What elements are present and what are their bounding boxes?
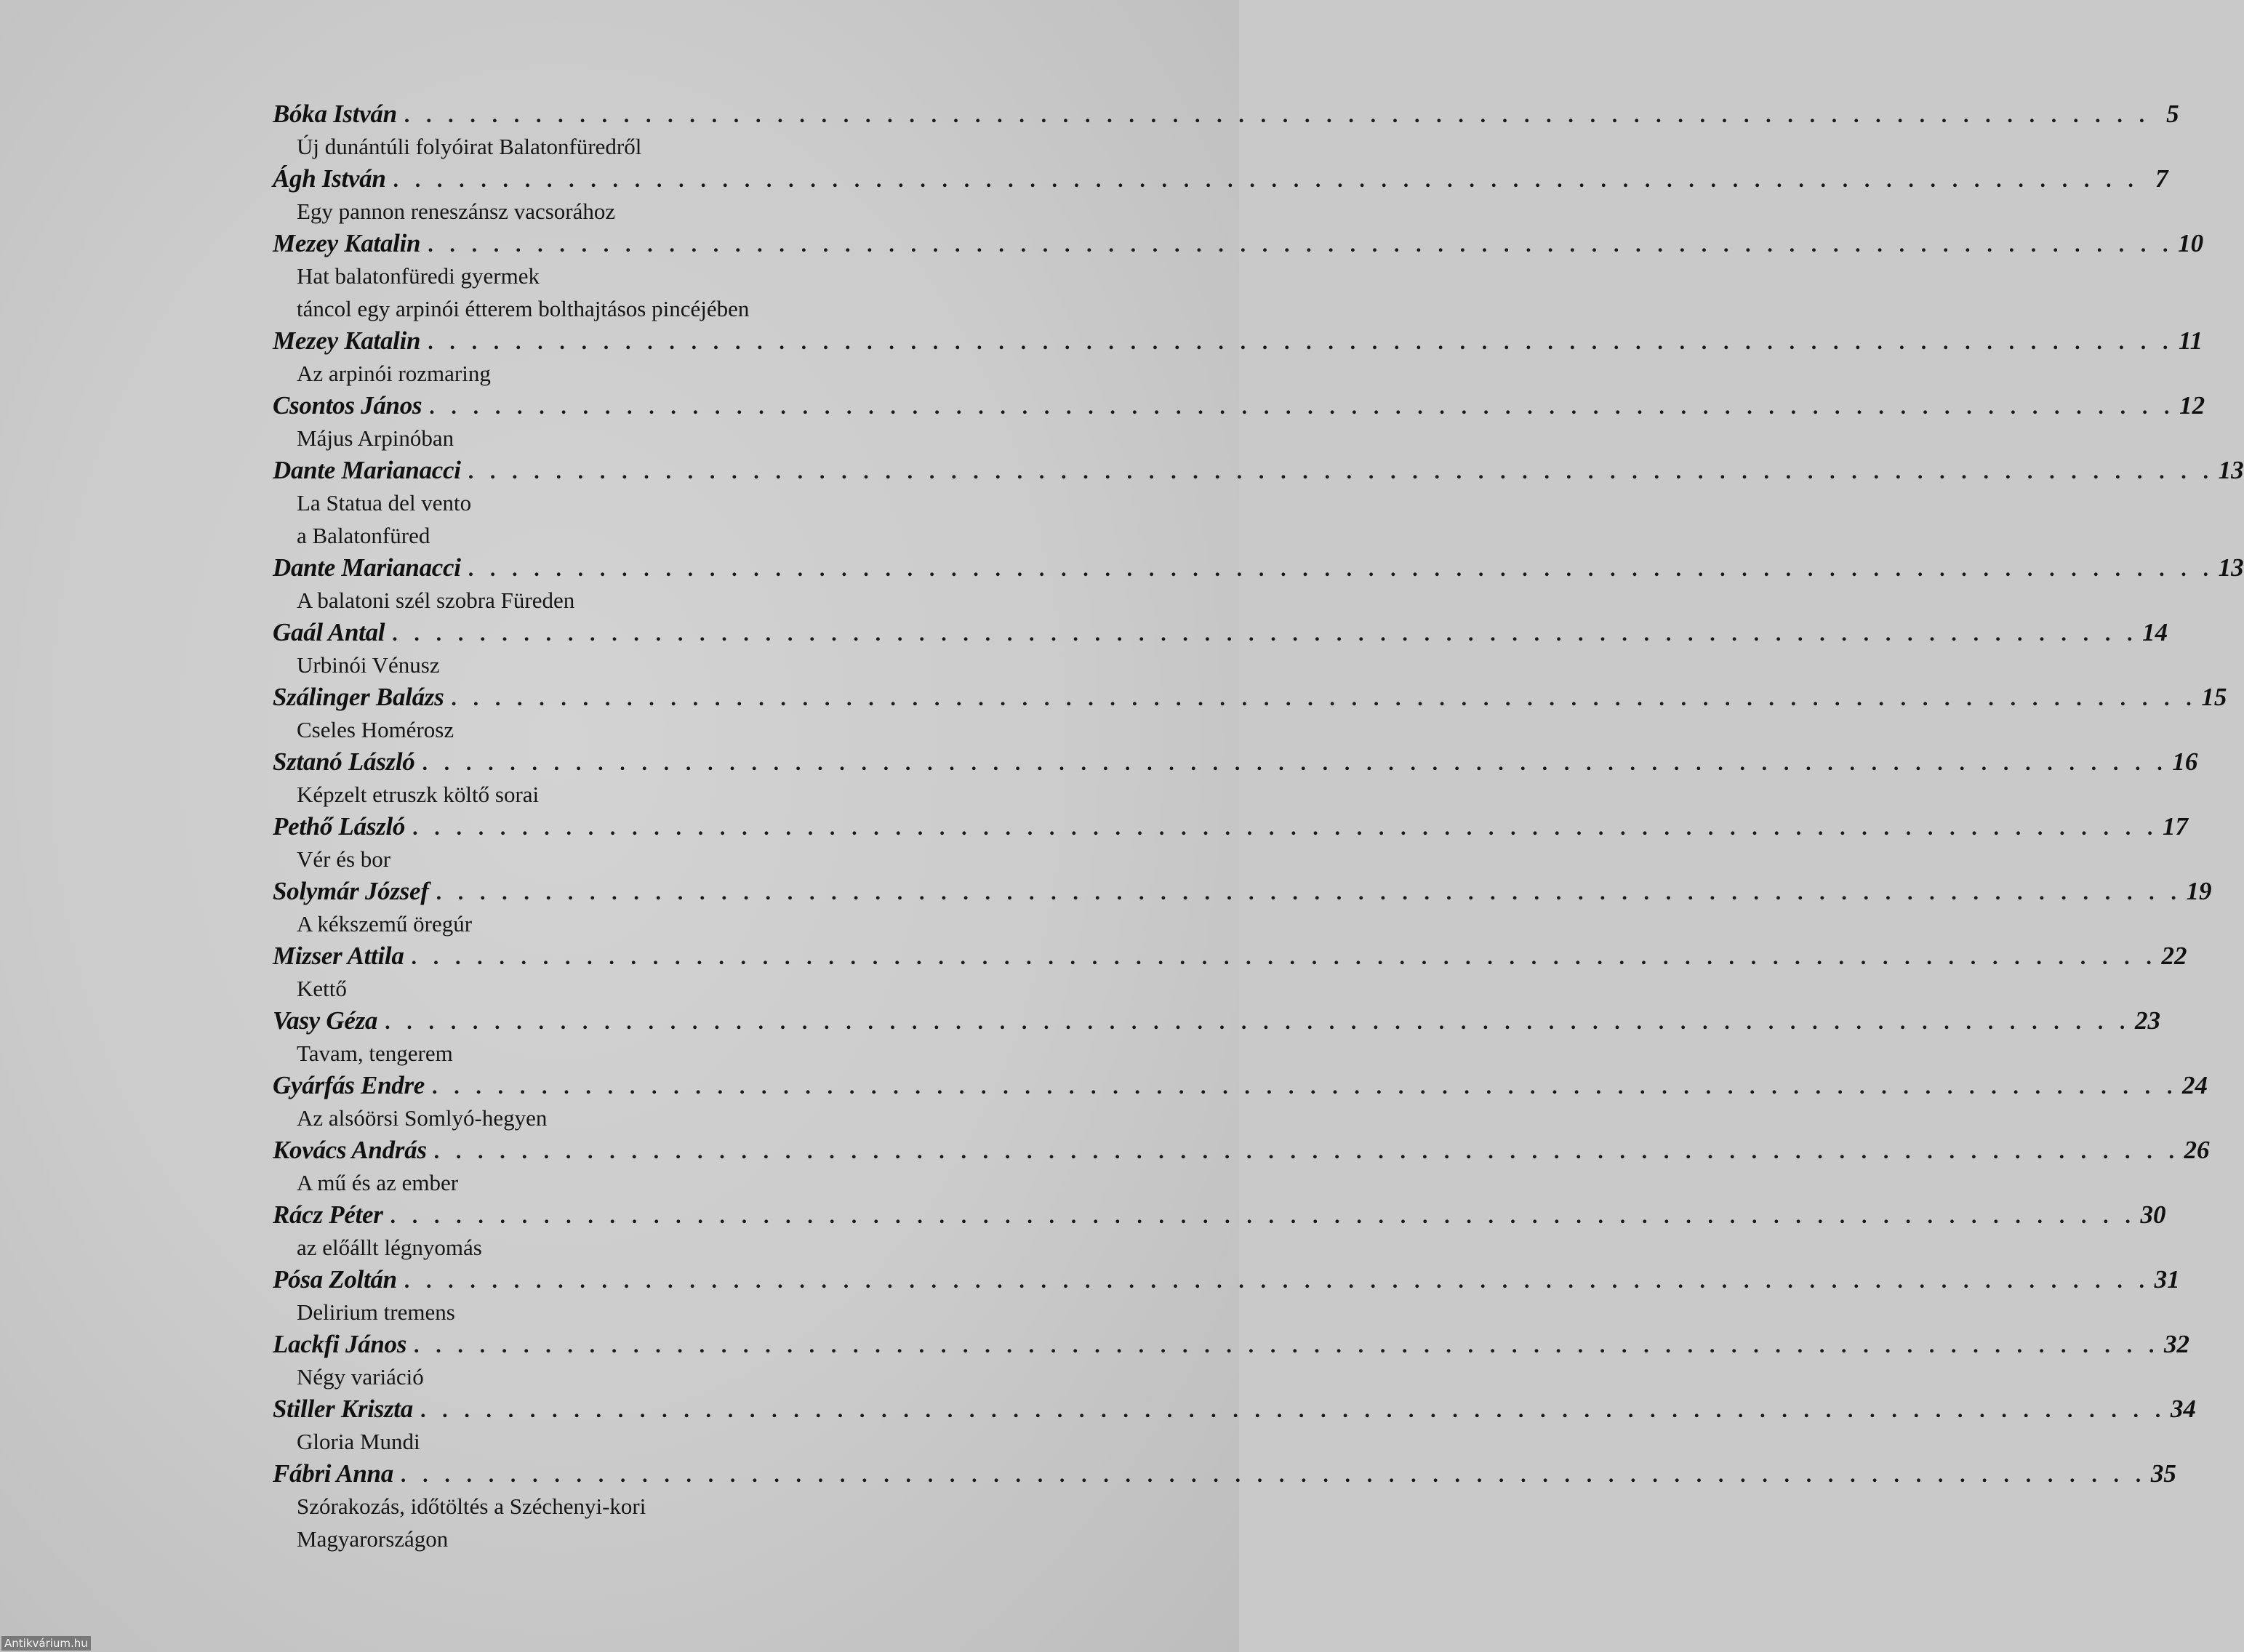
- toc-entry-heading: [273, 163, 2168, 195]
- author-name: Dante Marianacci: [273, 456, 461, 484]
- dot-leader: . . . . . . . . . . . . . . . . . . . . . . . . . . . . . . . . . . . . . . . . . . . . . . . . . . . . . . . . . . . . . . . . . . . . . . . . . . . . . . . .: [390, 1204, 2136, 1228]
- work-title: Négy variáció: [297, 1364, 424, 1390]
- toc-entry: [273, 940, 2187, 1005]
- dot-leader: . . . . . . . . . . . . . . . . . . . . . . . . . . . . . . . . . . . . . . . . . . . . . . . . . . . . . . . . . . . . . . . . . . . . . . . . . . . . . . . .: [400, 1463, 2147, 1487]
- work-title: Delirium tremens: [297, 1299, 455, 1325]
- toc-entry: [273, 875, 2212, 940]
- dot-leader: . . . . . . . . . . . . . . . . . . . . . . . . . . . . . . . . . . . . . . . . . . . . . . . . . . . . . . . . . . . . . . . . . . . . . . . . . . . . . . . .: [385, 1010, 2131, 1034]
- toc-entry: [273, 1005, 2161, 1070]
- author-name: Gyárfás Endre: [273, 1071, 425, 1099]
- dot-leader: . . . . . . . . . . . . . . . . . . . . . . . . . . . . . . . . . . . . . . . . . . . . . . . . . . . . . . . . . . . . . . . . . . . . . . . . . . . . . . . .: [393, 168, 2139, 192]
- work-title: A mű és az ember: [297, 1170, 459, 1195]
- work-title: La Statua del vento: [297, 490, 472, 516]
- toc-entry-heading: [273, 1458, 2176, 1490]
- author-name: Csontos János: [273, 391, 422, 420]
- work-title: az előállt légnyomás: [297, 1235, 482, 1260]
- dot-leader: . . . . . . . . . . . . . . . . . . . . . . . . . . . . . . . . . . . . . . . . . . . . . . . . . . . . . . . . . . . . . . . . . . . . . . . . . . . . . . . .: [412, 816, 2159, 840]
- table-of-contents: [273, 98, 2244, 1555]
- dot-leader: . . . . . . . . . . . . . . . . . . . . . . . . . . . . . . . . . . . . . . . . . . . . . . . . . . . . . . . . . . . . . . . . . . . . . . . . . . . . . . . .: [428, 330, 2174, 354]
- toc-entry: [273, 1070, 2208, 1134]
- author-name: Bóka István: [273, 100, 397, 128]
- page-number: 22: [2161, 942, 2187, 970]
- author-name: Szálinger Balázs: [273, 683, 444, 711]
- dot-leader: . . . . . . . . . . . . . . . . . . . . . . . . . . . . . . . . . . . . . . . . . . . . . . . . . . . . . . . . . . . . . . . . . . . . . . . . . . . . . . . .: [411, 945, 2157, 969]
- dot-leader: . . . . . . . . . . . . . . . . . . . . . . . . . . . . . . . . . . . . . . . . . . . . . . . . . . . . . . . . . . . . . . . . . . . . . . . . . . . . . . . .: [429, 395, 2176, 419]
- author-name: Vasy Géza: [273, 1006, 378, 1035]
- toc-entry-heading: [273, 228, 2204, 260]
- author-name: Dante Marianacci: [273, 553, 461, 582]
- dot-leader: . . . . . . . . . . . . . . . . . . . . . . . . . . . . . . . . . . . . . . . . . . . . . . . . . . . . . . . . . . . . . . . . . . . . . . . . . . . . . . . .: [414, 1334, 2160, 1358]
- work-title: Vér és bor: [297, 846, 391, 872]
- author-name: Stiller Kriszta: [273, 1395, 413, 1423]
- author-name: Lackfi János: [273, 1330, 407, 1358]
- author-name: Fábri Anna: [273, 1459, 393, 1488]
- page-number: 19: [2186, 877, 2212, 905]
- author-name: Pósa Zoltán: [273, 1265, 397, 1294]
- page-number: 15: [2201, 683, 2227, 711]
- dot-leader: . . . . . . . . . . . . . . . . . . . . . . . . . . . . . . . . . . . . . . . . . . . . . . . . . . . . . . . . . . . . . . . . . . . . . . . . . . . . . . . .: [468, 557, 2214, 581]
- work-title: Egy pannon reneszánsz vacsorához: [297, 199, 616, 224]
- toc-entry: [273, 811, 2189, 875]
- toc-entry-heading: [273, 617, 2168, 649]
- toc-entry: [273, 1264, 2180, 1328]
- dot-leader: . . . . . . . . . . . . . . . . . . . . . . . . . . . . . . . . . . . . . . . . . . . . . . . . . . . . . . . . . . . . . . . . . . . . . . . . . . . . . . . .: [432, 1075, 2178, 1099]
- toc-entry-heading: [273, 98, 2179, 130]
- work-title: Új dunántúli folyóirat Balatonfüredről: [297, 134, 642, 159]
- dot-leader: . . . . . . . . . . . . . . . . . . . . . . . . . . . . . . . . . . . . . . . . . . . . . . . . . . . . . . . . . . . . . . . . . . . . . . . . . . . . . . . .: [451, 686, 2197, 710]
- toc-entry-heading: [273, 1070, 2208, 1102]
- toc-entry: [273, 1134, 2210, 1199]
- dot-leader: . . . . . . . . . . . . . . . . . . . . . . . . . . . . . . . . . . . . . . . . . . . . . . . . . . . . . . . . . . . . . . . . . . . . . . . . . . . . . . . .: [433, 1139, 2180, 1163]
- dot-leader: . . . . . . . . . . . . . . . . . . . . . . . . . . . . . . . . . . . . . . . . . . . . . . . . . . . . . . . . . . . . . . . . . . . . . . . . . . . . . . . .: [468, 460, 2214, 484]
- toc-entry-heading: [273, 811, 2189, 843]
- page-number: 23: [2135, 1006, 2161, 1035]
- dot-leader: . . . . . . . . . . . . . . . . . . . . . . . . . . . . . . . . . . . . . . . . . . . . . . . . . . . . . . . . . . . . . . . . . . . . . . . . . . . . . . . .: [428, 233, 2174, 257]
- toc-entry: [273, 1328, 2189, 1393]
- author-name: Pethő László: [273, 812, 406, 841]
- page-number: 11: [2179, 326, 2203, 355]
- dot-leader: . . . . . . . . . . . . . . . . . . . . . . . . . . . . . . . . . . . . . . . . . . . . . . . . . . . . . . . . . . . . . . . . . . . . . . . . . . . . . . . .: [404, 1269, 2150, 1293]
- toc-entry: [273, 552, 2244, 617]
- page-number: 7: [2155, 164, 2168, 193]
- toc-entry-heading: [273, 1264, 2180, 1296]
- author-name: Mezey Katalin: [273, 326, 421, 355]
- watermark: Antikvárium.hu: [1, 1636, 91, 1651]
- toc-entry-heading: [273, 552, 2244, 584]
- toc-entry-heading: [273, 746, 2198, 778]
- author-name: Kovács András: [273, 1136, 427, 1164]
- page-number: 13: [2218, 553, 2244, 582]
- toc-entry-heading: [273, 325, 2203, 357]
- dot-leader: . . . . . . . . . . . . . . . . . . . . . . . . . . . . . . . . . . . . . . . . . . . . . . . . . . . . . . . . . . . . . . . . . . . . . . . . . . . . . . . .: [404, 103, 2150, 127]
- toc-entry-heading: [273, 1199, 2166, 1231]
- author-name: Rácz Péter: [273, 1200, 383, 1229]
- author-name: Mezey Katalin: [273, 229, 421, 257]
- work-title: A balatoni szél szobra Füreden: [297, 588, 575, 613]
- work-title: a Balatonfüred: [297, 523, 430, 548]
- work-title: Magyarországon: [297, 1526, 449, 1552]
- toc-entry-heading: [273, 1393, 2196, 1425]
- page-number: 13: [2218, 456, 2244, 484]
- dot-leader: . . . . . . . . . . . . . . . . . . . . . . . . . . . . . . . . . . . . . . . . . . . . . . . . . . . . . . . . . . . . . . . . . . . . . . . . . . . . . . . .: [392, 622, 2139, 646]
- work-title: Az arpinói rozmaring: [297, 361, 491, 386]
- work-title: Képzelt etruszk költő sorai: [297, 782, 540, 807]
- page-number: 26: [2184, 1136, 2210, 1164]
- toc-entry-heading: [273, 681, 2227, 713]
- work-title: Urbinói Vénusz: [297, 652, 440, 678]
- toc-entry: [273, 1393, 2196, 1458]
- page-number: 32: [2163, 1330, 2189, 1358]
- author-name: Ágh István: [273, 164, 386, 193]
- toc-entry-heading: [273, 1328, 2189, 1360]
- toc-entry: [273, 325, 2203, 390]
- author-name: Mizser Attila: [273, 942, 404, 970]
- toc-entry-heading: [273, 390, 2205, 422]
- work-title: Szórakozás, időtöltés a Széchenyi-kori: [297, 1493, 646, 1519]
- toc-entry: [273, 228, 2204, 325]
- page-number: 5: [2166, 100, 2179, 128]
- toc-entry: [273, 98, 2179, 163]
- page-number: 34: [2170, 1395, 2196, 1423]
- page-number: 30: [2140, 1200, 2166, 1229]
- dot-leader: . . . . . . . . . . . . . . . . . . . . . . . . . . . . . . . . . . . . . . . . . . . . . . . . . . . . . . . . . . . . . . . . . . . . . . . . . . . . . . . .: [436, 881, 2182, 905]
- work-title: Gloria Mundi: [297, 1429, 420, 1454]
- toc-entry: [273, 1199, 2166, 1264]
- page-number: 35: [2150, 1459, 2176, 1488]
- author-name: Sztanó László: [273, 747, 415, 776]
- page-number: 14: [2142, 618, 2168, 646]
- toc-entry: [273, 163, 2168, 228]
- page-number: 24: [2181, 1071, 2208, 1099]
- toc-entry-heading: [273, 940, 2187, 972]
- work-title: Cseles Homérosz: [297, 717, 454, 742]
- toc-entry-heading: [273, 454, 2244, 486]
- author-name: Solymár József: [273, 877, 429, 905]
- work-title: Tavam, tengerem: [297, 1040, 453, 1066]
- toc-entry-heading: [273, 1134, 2210, 1166]
- work-title: Hat balatonfüredi gyermek: [297, 263, 540, 289]
- toc-entry-heading: [273, 875, 2212, 907]
- toc-entry: [273, 1458, 2176, 1555]
- work-title: táncol egy arpinói étterem bolthajtásos pincéjében: [297, 296, 750, 321]
- toc-entry: [273, 390, 2205, 454]
- work-title: Május Arpinóban: [297, 425, 454, 451]
- page-number: 10: [2178, 229, 2204, 257]
- work-title: A kékszemű öregúr: [297, 911, 473, 937]
- toc-entry: [273, 617, 2168, 681]
- page-number: 31: [2154, 1265, 2180, 1294]
- work-title: Az alsóörsi Somlyó-hegyen: [297, 1105, 548, 1131]
- toc-entry: [273, 681, 2227, 746]
- toc-entry: [273, 746, 2198, 811]
- toc-entry: [273, 454, 2244, 552]
- toc-entry-heading: [273, 1005, 2161, 1037]
- page-number: 16: [2172, 747, 2198, 776]
- page-number: 12: [2179, 391, 2205, 420]
- author-name: Gaál Antal: [273, 618, 385, 646]
- page-number: 17: [2163, 812, 2189, 841]
- dot-leader: . . . . . . . . . . . . . . . . . . . . . . . . . . . . . . . . . . . . . . . . . . . . . . . . . . . . . . . . . . . . . . . . . . . . . . . . . . . . . . . .: [422, 751, 2168, 775]
- dot-leader: . . . . . . . . . . . . . . . . . . . . . . . . . . . . . . . . . . . . . . . . . . . . . . . . . . . . . . . . . . . . . . . . . . . . . . . . . . . . . . . .: [420, 1398, 2166, 1422]
- work-title: Kettő: [297, 976, 347, 1001]
